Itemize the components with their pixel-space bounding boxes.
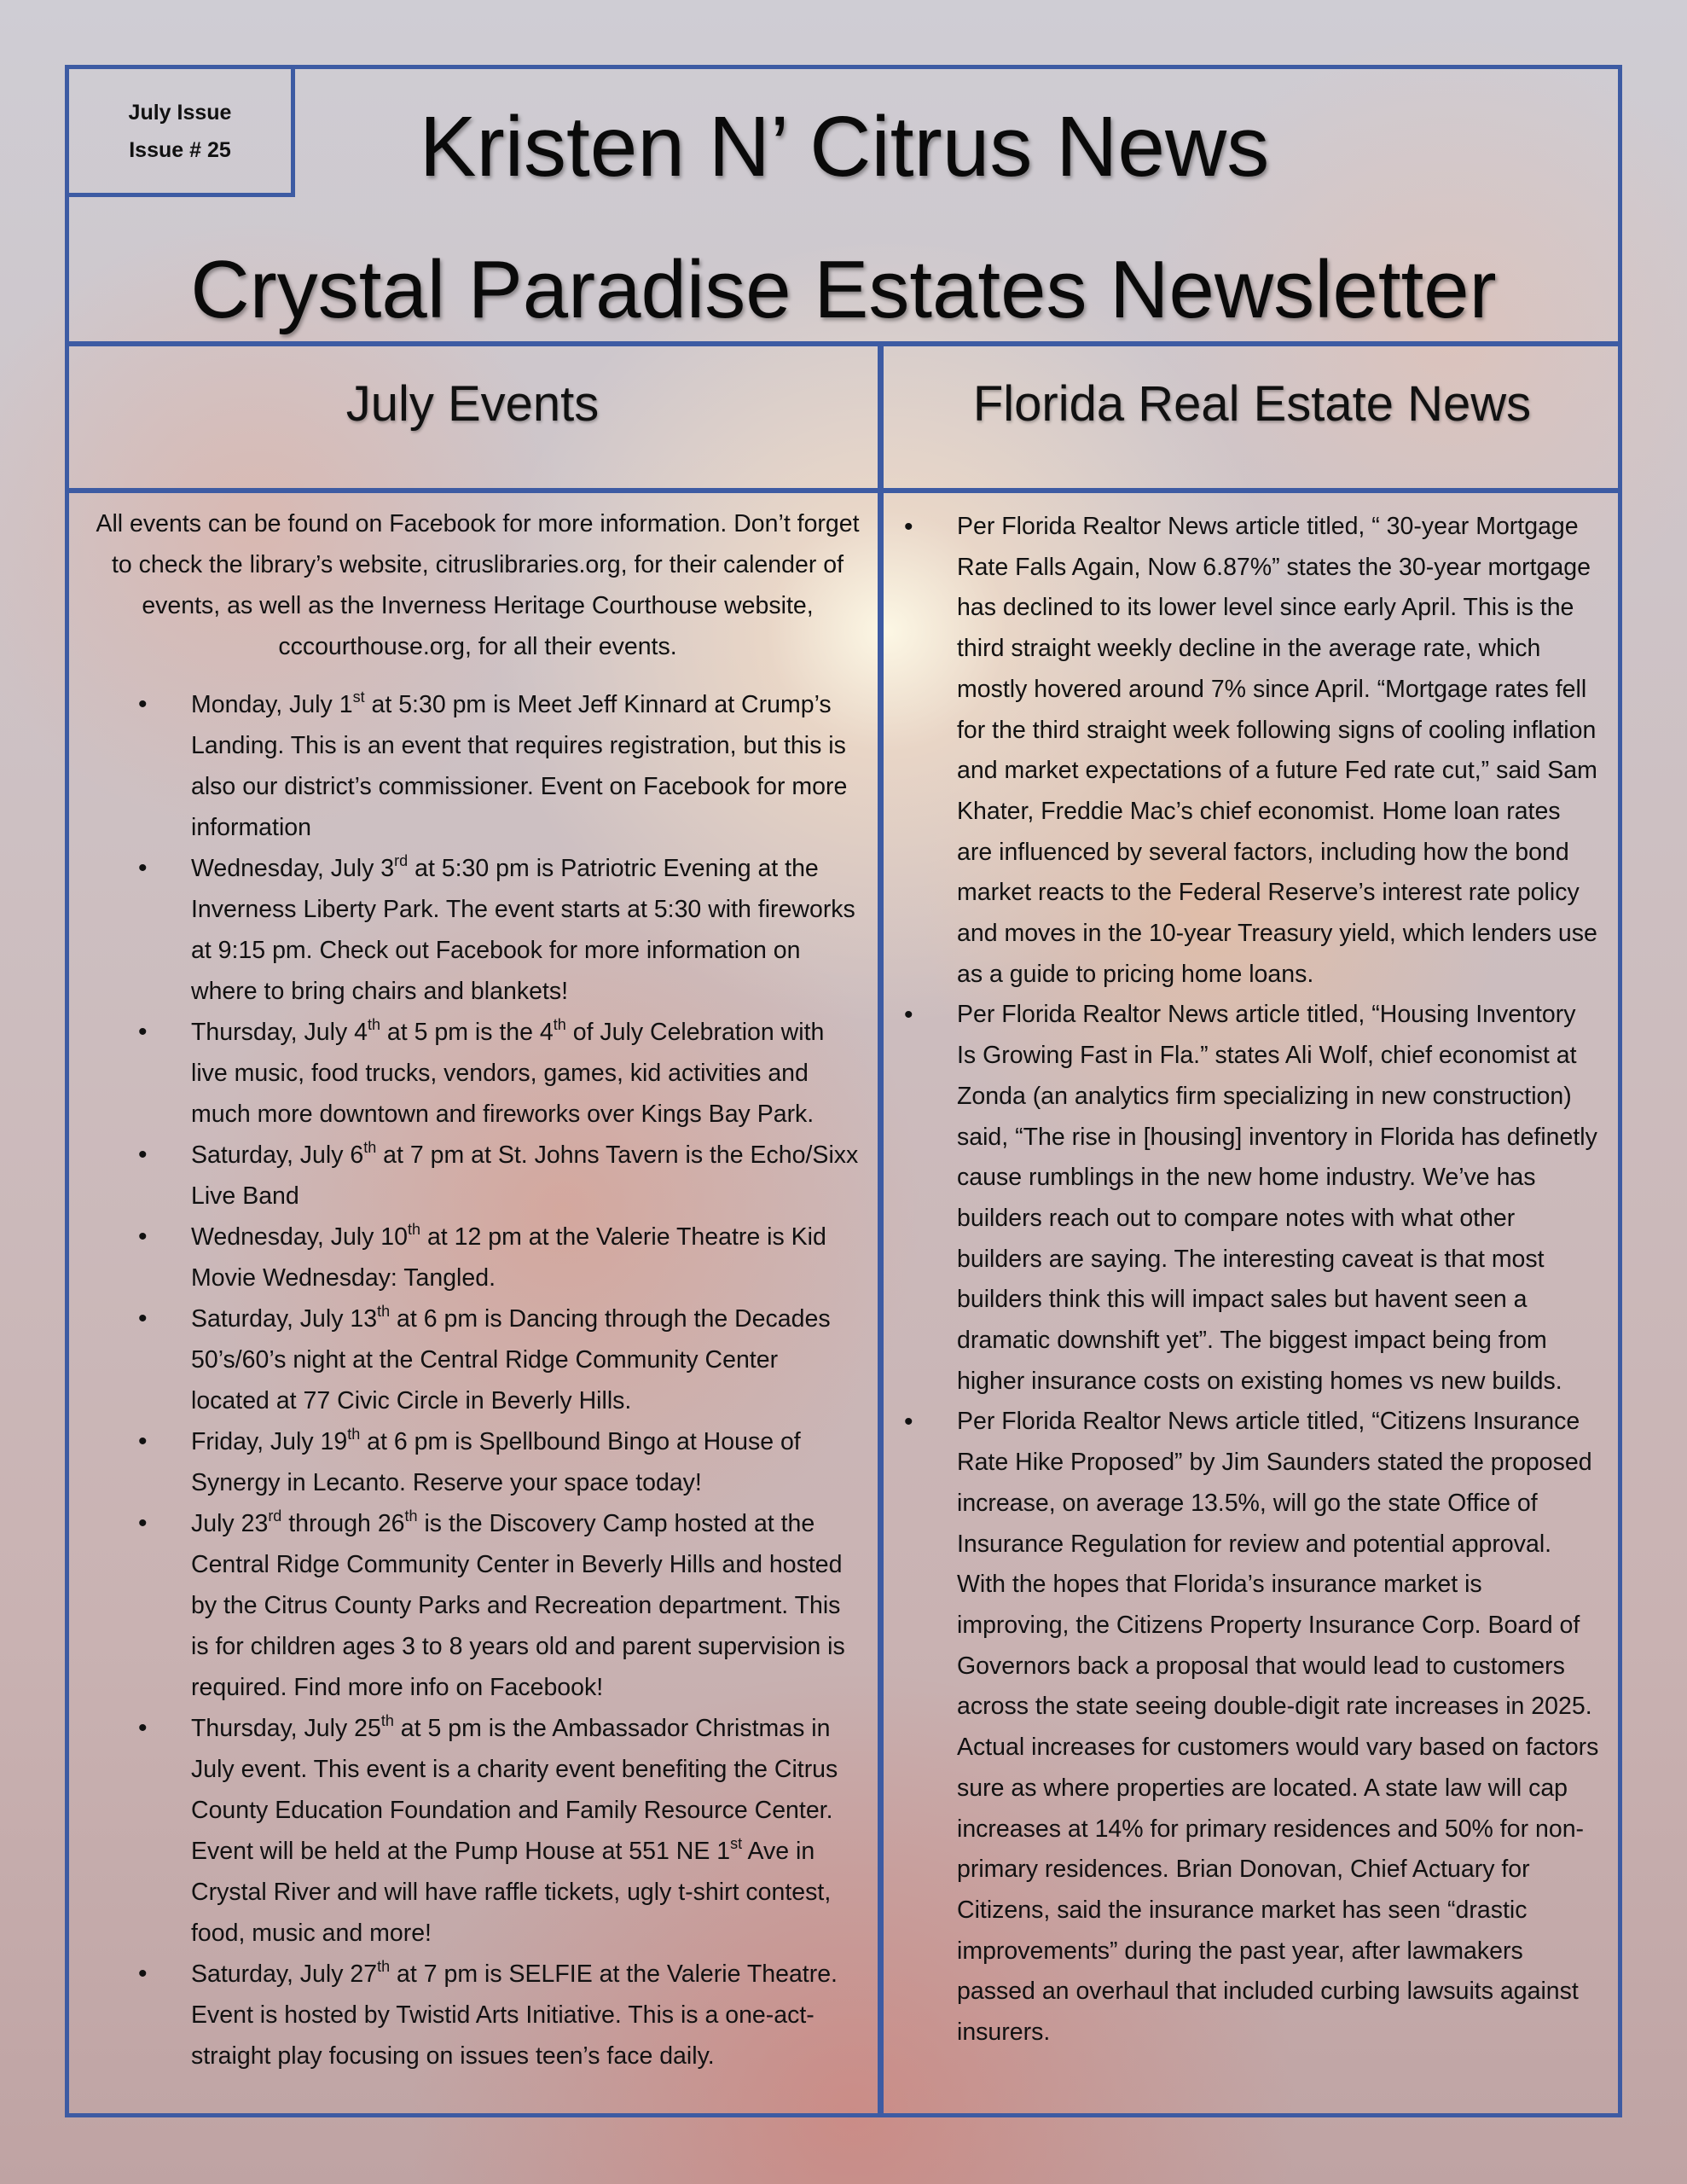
news-item: • Per Florida Realtor News article titled, “Housing Inventory Is Growing Fast in Fla.” states Ali Wolf, chief economist at Zonda (an analytics firm specializing in new construction) said, “The rise in [housing] inventory in Florida has definetly cause rumblings in the new home industry. We’ve has builders reach out to compare notes with what other builders are saying. The interesting caveat is that most builders think this will impact sales but havent seen a dramatic downshift yet”. The biggest impact being from higher insurance costs on existing homes vs new builds. — [904, 995, 1600, 1402]
july-events-heading: July Events — [345, 376, 600, 432]
column-divider — [878, 345, 884, 2117]
events-list — [94, 684, 861, 2077]
event-item: • Monday, July 1st at 5:30 pm is Meet Jeff Kinnard at Crump’s Landing. This is an event that requires registration, but this is also our district’s commissioner. Event on Facebook for more information — [94, 684, 861, 848]
event-item: • Saturday, July 27th at 7 pm is SELFIE at the Valerie Theatre. Event is hosted by Twistid Arts Initiative. This is a one-act-straight play focusing on issues teen’s face daily. — [94, 1954, 861, 2077]
event-item: • July 23rd through 26th is the Discovery Camp hosted at the Central Ridge Community Center in Beverly Hills and hosted by the Citrus County Parks and Recreation department. This is for children ages 3 to 8 years old and parent supervision is required. Find more info on Facebook! — [94, 1503, 861, 1708]
event-item: • Friday, July 19th at 6 pm is Spellbound Bingo at House of Synergy in Lecanto. Reserve your space today! — [94, 1421, 861, 1503]
newsletter-title: Kristen N’ Citrus News — [419, 99, 1270, 195]
column-heading-divider — [65, 488, 1622, 493]
issue-number: Issue # 25 — [129, 137, 231, 162]
events-intro: All events can be found on Facebook for more information. Don’t forget to check the library’s website, citruslibraries.org, for their calender of events, as well as the Inverness Heritage Courthouse website, cccourthouse.org, for all their events. — [96, 510, 860, 660]
header-divider — [65, 341, 1622, 346]
news-column — [904, 507, 1600, 2053]
event-item: • Wednesday, July 3rd at 5:30 pm is Patriotric Evening at the Inverness Liberty Park. The event starts at 5:30 with fireworks at 9:15 pm. Check out Facebook for more information on where to bring chairs and blankets! — [94, 848, 861, 1012]
event-item: • Saturday, July 13th at 6 pm is Dancing through the Decades 50’s/60’s night at the Central Ridge Community Center located at 77 Civic Circle in Beverly Hills. — [94, 1298, 861, 1421]
events-column — [94, 503, 861, 2077]
real-estate-news-heading: Florida Real Estate News — [972, 376, 1532, 432]
newsletter-subtitle: Crystal Paradise Estates Newsletter — [190, 244, 1497, 335]
event-item: • Wednesday, July 10th at 12 pm at the Valerie Theatre is Kid Movie Wednesday: Tangled. — [94, 1217, 861, 1298]
event-item: • Saturday, July 6th at 7 pm at St. Johns Tavern is the Echo/Sixx Live Band — [94, 1135, 861, 1217]
news-list — [904, 507, 1600, 2053]
event-item: • Thursday, July 4th at 5 pm is the 4th of July Celebration with live music, food trucks, vendors, games, kid activities and much more downtown and fireworks over Kings Bay Park. — [94, 1012, 861, 1135]
event-item: • Thursday, July 25th at 5 pm is the Ambassador Christmas in July event. This event is a charity event benefiting the Citrus County Education Foundation and Family Resource Center. Event will be held at the Pump House at 551 NE 1st Ave in Crystal River and will have raffle tickets, ugly t-shirt contest, food, music and more! — [94, 1708, 861, 1954]
news-item: • Per Florida Realtor News article titled, “Citizens Insurance Rate Hike Proposed” by Jim Saunders stated the proposed increase, on average 13.5%, will go the state Office of Insurance Regulation for review and potential approval. With the hopes that Florida’s insurance market is improving, the Citizens Property Insurance Corp. Board of Governors back a proposal that would lead to customers across the state seeing double-digit rate increases in 2025. Actual increases for customers would vary based on factors sure as where properties are located. A state law will cap increases at 14% for primary residences and 50% for non-primary residences. Brian Donovan, Chief Actuary for Citizens, said the insurance market has seen “drastic improvements” during the past year, after lawmakers passed an overhaul that included curbing lawsuits against insurers. — [904, 1402, 1600, 2053]
issue-month: July Issue — [128, 100, 232, 125]
news-item: • Per Florida Realtor News article titled, “ 30-year Mortgage Rate Falls Again, Now 6.87%” states the 30-year mortgage has declined to its lower level since early April. This is the third straight weekly decline in the average rate, which mostly hovered around 7% since April. “Mortgage rates fell for the third straight week following signs of cooling inflation and market expectations of a future Fed rate cut,” said Sam Khater, Freddie Mac’s chief economist. Home loan rates are influenced by several factors, including how the bond market reacts to the Federal Reserve’s interest rate policy and moves in the 10-year Treasury yield, which lenders use as a guide to pricing home loans. — [904, 507, 1600, 995]
